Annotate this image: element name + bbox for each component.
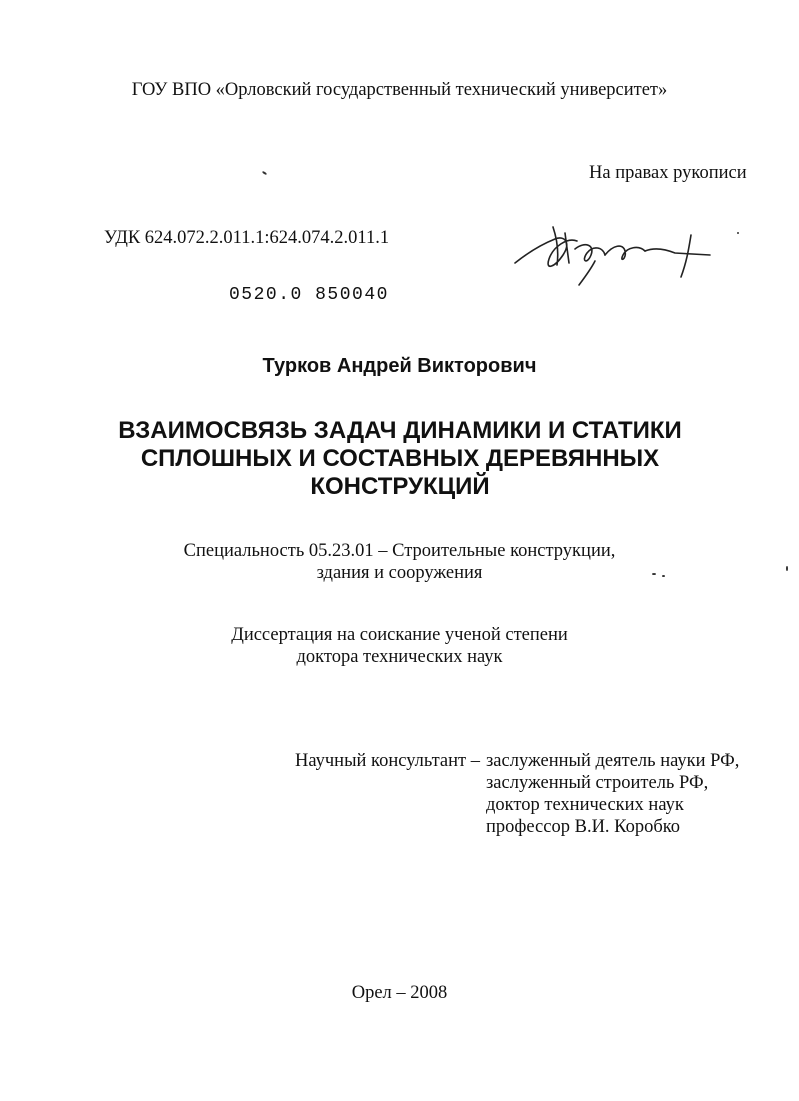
scan-speck	[662, 575, 665, 577]
signature-handwritten	[505, 215, 730, 290]
degree-line: Диссертация на соискание ученой степени	[231, 625, 568, 645]
rights-notice: На правах рукописи	[589, 163, 747, 183]
degree-statement	[0, 624, 799, 668]
scan-speck	[737, 232, 739, 234]
author-name: Турков Андрей Викторович	[262, 355, 537, 377]
title-line: КОНСТРУКЦИЙ	[310, 473, 490, 500]
registration-number: 0520.0 850040	[229, 285, 389, 305]
specialty-line: Специальность 05.23.01 – Строительные конструкции,	[183, 541, 616, 561]
scan-speck	[786, 566, 788, 571]
scan-speck	[262, 171, 267, 176]
title-line: ВЗАИМОСВЯЗЬ ЗАДАЧ ДИНАМИКИ И СТАТИКИ	[118, 417, 682, 444]
city-year: Орел – 2008	[351, 983, 448, 1003]
specialty-block	[0, 540, 799, 584]
degree-line: доктора технических наук	[296, 647, 503, 667]
institution-name: ГОУ ВПО «Орловский государственный технический университет»	[131, 80, 668, 100]
scan-speck	[652, 573, 656, 575]
consultant-label: Научный консультант –	[295, 751, 480, 771]
consultant-details	[486, 750, 776, 838]
consultant-line: заслуженный деятель науки РФ,	[486, 751, 740, 771]
dissertation-title	[100, 417, 700, 501]
consultant-line: профессор В.И. Коробко	[486, 817, 681, 837]
title-line: СПЛОШНЫХ И СОСТАВНЫХ ДЕРЕВЯННЫХ	[140, 445, 660, 472]
consultant-line: доктор технических наук	[486, 795, 684, 815]
udk-code: УДК 624.072.2.011.1:624.074.2.011.1	[104, 228, 390, 248]
specialty-line: здания и сооружения	[316, 563, 483, 583]
consultant-line: заслуженный строитель РФ,	[486, 773, 709, 793]
